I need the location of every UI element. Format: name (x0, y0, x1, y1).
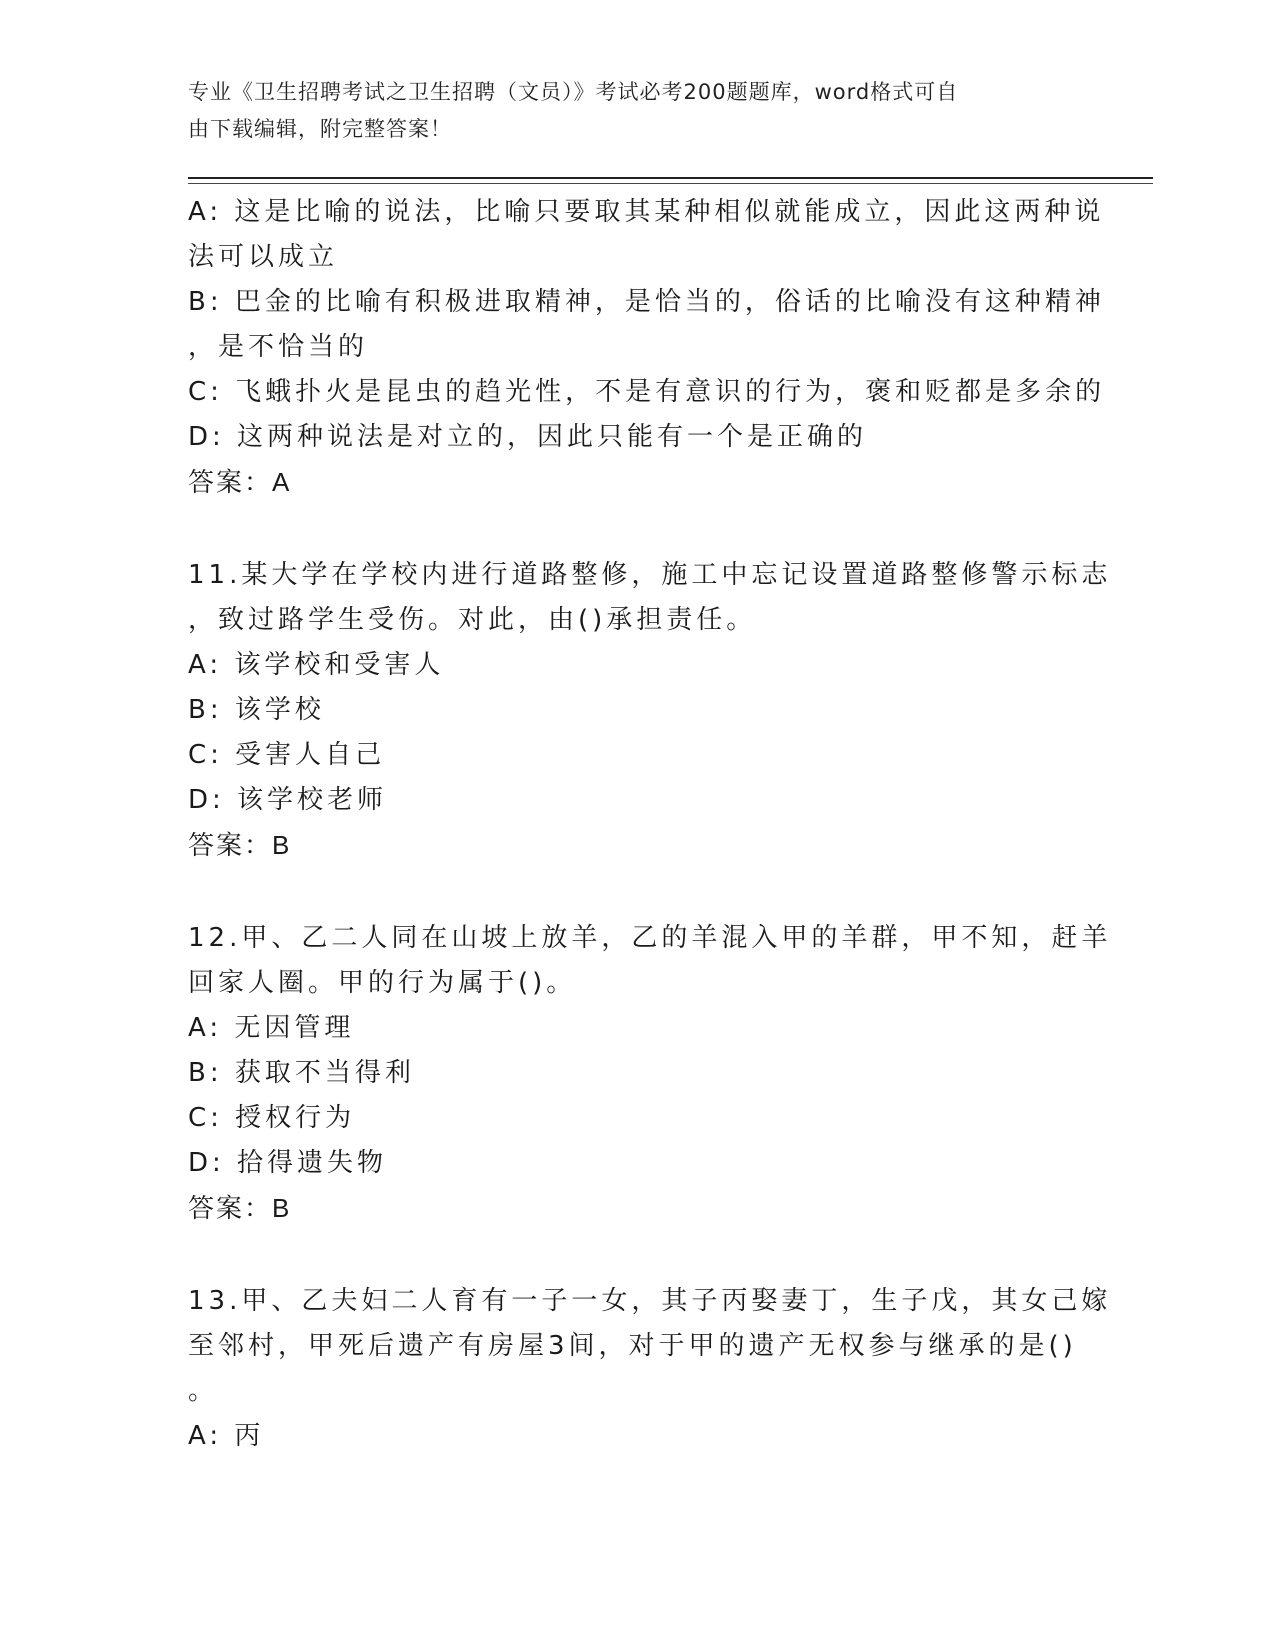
question-13 (188, 1279, 1112, 1459)
question-stem-line-1: 12.甲、乙二人同在山坡上放羊，乙的羊混入甲的羊群，甲不知，赶羊 (188, 923, 1112, 953)
question-stem-line-1: 11.某大学在学校内进行道路整修，施工中忘记设置道路整修警示标志 (188, 560, 1112, 590)
answer: 答案：A (188, 467, 292, 497)
option-c: C: 飞蛾扑火是昆虫的趋光性，不是有意识的行为，褒和贬都是多余的 (188, 377, 1106, 407)
header-line-1: 专业《卫生招聘考试之卫生招聘（文员）》考试必考200题题库，word格式可自 (188, 80, 959, 104)
question-list (188, 190, 1112, 1459)
option-c: C: 受害人自己 (188, 740, 386, 770)
header-divider-thick (188, 177, 1153, 179)
question-11 (188, 553, 1112, 868)
option-d: D: 拾得遗失物 (188, 1148, 388, 1178)
question-stem-line-2: 回家人圈。甲的行为属于()。 (188, 968, 577, 998)
header-divider-thin (188, 183, 1153, 184)
option-b: B: 该学校 (188, 695, 325, 725)
option-d: D: 该学校老师 (188, 785, 388, 815)
option-a: A: 该学校和受害人 (188, 650, 445, 680)
option-a: A: 丙 (188, 1421, 265, 1451)
spacer (188, 505, 1078, 553)
spacer (188, 868, 1078, 916)
option-c: C: 授权行为 (188, 1103, 356, 1133)
option-d: D: 这两种说法是对立的，因此只能有一个是正确的 (188, 422, 868, 452)
question-stem-line-1: 13.甲、乙夫妇二人育有一子一女，其子丙娶妻丁，生子戊，其女己嫁 (188, 1286, 1112, 1316)
option-b-line-2: ，是不恰当的 (188, 332, 369, 362)
question-stem-line-3: 。 (188, 1376, 219, 1406)
spacer (188, 1231, 1078, 1279)
answer: 答案：B (188, 1193, 292, 1223)
document-header (188, 74, 1068, 148)
answer: 答案：B (188, 830, 292, 860)
question-stem-line-2: 至邻村，甲死后遗产有房屋3间，对于甲的遗产无权参与继承的是() (188, 1331, 1077, 1361)
option-a-line-2: 法可以成立 (188, 242, 339, 272)
question-12 (188, 916, 1112, 1231)
question-stem-line-2: ，致过路学生受伤。对此，由()承担责任。 (188, 605, 757, 635)
option-a: A: 无因管理 (188, 1013, 355, 1043)
option-a-line-1: A: 这是比喻的说法，比喻只要取其某种相似就能成立，因此这两种说 (188, 197, 1105, 227)
option-b: B: 获取不当得利 (188, 1058, 415, 1088)
question-10 (188, 190, 1106, 505)
option-b-line-1: B: 巴金的比喻有积极进取精神，是恰当的，俗话的比喻没有这种精神 (188, 287, 1105, 317)
header-line-2: 由下载编辑，附完整答案！ (188, 117, 452, 141)
